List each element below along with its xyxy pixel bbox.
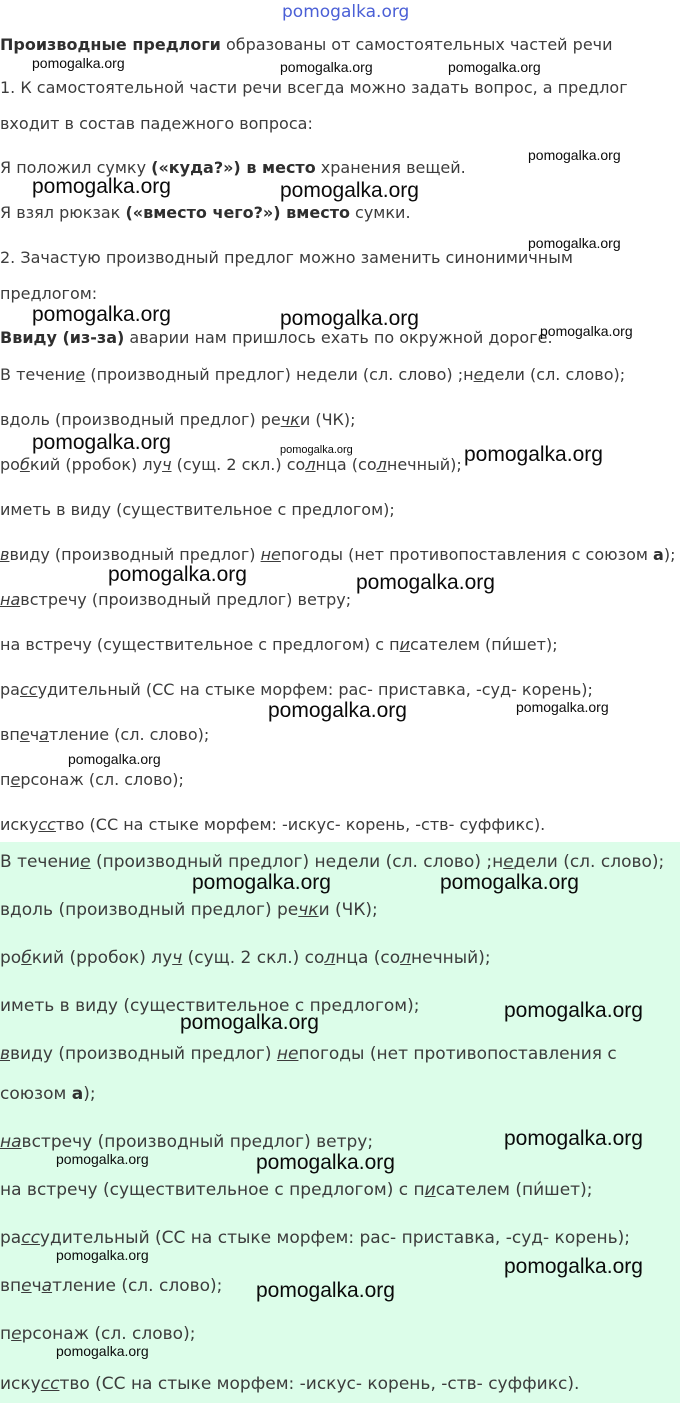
watermark: pomogalka.org [440, 871, 579, 894]
panel-row-2 [0, 900, 378, 920]
text: В течени [0, 852, 81, 872]
marked-letter: сс [19, 680, 38, 699]
text: нечный); [386, 455, 462, 474]
marked-letter: е [21, 1276, 32, 1296]
answer-panel [0, 842, 680, 1403]
answer-row-2 [0, 410, 356, 430]
watermark: pomogalka.org [32, 303, 171, 326]
text: ч [31, 1276, 42, 1296]
text: встречу (производный предлог) ветру; [21, 1132, 374, 1152]
text: вдоль (производный предлог) ре [0, 410, 281, 429]
watermark: pomogalka.org [32, 55, 125, 71]
text: вдоль (производный предлог) ре [0, 900, 299, 920]
marked-letter: сс [21, 1228, 40, 1248]
marked-letter: в [0, 545, 10, 564]
example-3-c: аварии нам пришлось ехать по окружной дороге. [124, 328, 553, 347]
panel-row-10 [0, 1324, 195, 1344]
panel-row-11 [0, 1374, 579, 1394]
marked-letter: на [0, 590, 21, 609]
marked-letter: и [424, 1180, 436, 1200]
panel-row-9 [0, 1276, 222, 1296]
watermark: pomogalka.org [280, 444, 353, 456]
watermark: pomogalka.org [504, 999, 643, 1022]
marked-letter: е [503, 852, 514, 872]
text: ); [83, 1084, 96, 1104]
watermark: pomogalka.org [56, 1343, 149, 1359]
watermark: pomogalka.org [32, 175, 171, 198]
text: виду (производный предлог) [9, 545, 261, 564]
text: кий (рробок) лу [29, 455, 163, 474]
example-2-b: («вместо чего?») вместо [125, 203, 350, 222]
text: погоды (нет противопоставления с [298, 1044, 617, 1064]
panel-row-7 [0, 1180, 592, 1200]
marked-letter: л [305, 455, 316, 474]
marked-letter: б [21, 948, 32, 968]
text: рсонаж (сл. слово); [20, 770, 184, 789]
marked-letter: не [276, 1044, 299, 1064]
watermark: pomogalka.org [256, 1151, 395, 1174]
watermark: pomogalka.org [504, 1127, 643, 1150]
watermark: pomogalka.org [280, 179, 419, 202]
marked-letter: е [80, 852, 91, 872]
marked-letter: на [0, 1132, 22, 1152]
marked-letter: е [11, 1324, 22, 1344]
text: погоды (нет противопоставления с союзом [280, 545, 654, 564]
text: п [0, 770, 11, 789]
watermark: pomogalka.org [280, 307, 419, 330]
rule-2-line-b: предлогом: [0, 284, 98, 303]
answer-row-3 [0, 455, 462, 475]
intro-line [0, 35, 613, 55]
example-3-b: Ввиду (из-за) [0, 328, 125, 347]
site-watermark-header: pomogalka.org [282, 2, 410, 22]
example-3 [0, 328, 553, 348]
panel-row-6 [0, 1132, 373, 1152]
text: удительный (СС на стыке морфем: рас- приставка, -суд- корень); [39, 1228, 630, 1248]
watermark: pomogalka.org [68, 751, 161, 767]
text: вп [0, 1276, 22, 1296]
watermark: pomogalka.org [192, 871, 331, 894]
watermark: pomogalka.org [56, 1151, 149, 1167]
text: нечный); [411, 948, 491, 968]
text: (производный предлог) недели (сл. слово) ;н [90, 852, 504, 872]
panel-row-3 [0, 948, 491, 968]
text: дели (сл. слово); [513, 852, 665, 872]
watermark: pomogalka.org [180, 1011, 319, 1034]
text: сателем (пи́шет); [435, 1180, 593, 1200]
text: (сущ. 2 скл.) со [182, 948, 325, 968]
text: (производный предлог) недели (сл. слово) ;н [85, 365, 474, 384]
watermark: pomogalka.org [504, 1255, 643, 1278]
marked-letter: б [19, 455, 30, 474]
text: сателем (пи́шет); [410, 635, 558, 654]
marked-letter: сс [38, 815, 56, 834]
marked-letter: не [260, 545, 281, 564]
marked-letter: и [399, 635, 411, 654]
text: кий (рробок) лу [31, 948, 173, 968]
text: нца (со [315, 455, 377, 474]
answer-row-1 [0, 365, 625, 385]
text: тление (сл. слово); [52, 1276, 223, 1296]
text: встречу (производный предлог) ветру; [20, 590, 352, 609]
answer-row-9 [0, 725, 209, 745]
watermark: pomogalka.org [448, 59, 541, 75]
marked-letter: л [400, 948, 412, 968]
text: виду (производный предлог) [10, 1044, 277, 1064]
answer-row-6 [0, 590, 351, 610]
text: ); [663, 545, 676, 564]
text: нца (со [335, 948, 401, 968]
example-2-c: сумки. [349, 203, 411, 222]
watermark: pomogalka.org [108, 563, 247, 586]
text: тление (сл. слово); [49, 725, 210, 744]
watermark: pomogalka.org [528, 235, 621, 251]
watermark: pomogalka.org [56, 1247, 149, 1263]
text: на встречу (существительное с предлогом) с п [0, 635, 400, 654]
example-1-b: («куда?») в место [151, 158, 316, 177]
marked-letter: е [19, 725, 30, 744]
example-1-a: Я положил сумку [0, 158, 152, 177]
rule-1-line-b: входит в состав падежного вопроса: [0, 114, 313, 133]
text: дели (сл. слово); [483, 365, 626, 384]
marked-letter: чк [298, 900, 319, 920]
marked-letter: е [10, 770, 21, 789]
text: вп [0, 725, 20, 744]
panel-row-1 [0, 852, 664, 872]
example-2 [0, 203, 411, 223]
text: на встречу (существительное с предлогом) с п [0, 1180, 425, 1200]
example-1-c: хранения вещей. [315, 158, 466, 177]
watermark: pomogalka.org [464, 443, 603, 466]
marked-letter: е [473, 365, 484, 384]
text: иску [0, 815, 39, 834]
marked-letter: а [39, 725, 49, 744]
marked-letter: чк [280, 410, 300, 429]
watermark: pomogalka.org [356, 571, 495, 594]
marked-letter: ч [172, 948, 183, 968]
panel-row-5a [0, 1044, 617, 1064]
watermark: pomogalka.org [528, 147, 621, 163]
bold-letter: а [71, 1084, 84, 1104]
marked-letter: л [376, 455, 387, 474]
text: ро [0, 455, 20, 474]
marked-letter: в [0, 1044, 11, 1064]
text: ро [0, 948, 22, 968]
watermark: pomogalka.org [268, 699, 407, 722]
rule-2-line-a: 2. Зачастую производный предлог можно заменить синонимичным [0, 248, 573, 267]
text: союзом [0, 1084, 72, 1104]
marked-letter: сс [40, 1374, 60, 1394]
text: В течени [0, 365, 76, 384]
text: п [0, 1324, 12, 1344]
bold-letter: а [653, 545, 664, 564]
watermark: pomogalka.org [32, 431, 171, 454]
marked-letter: е [75, 365, 86, 384]
text: рсонаж (сл. слово); [21, 1324, 196, 1344]
text: (сущ. 2 скл.) со [171, 455, 306, 474]
text: и (ЧК); [299, 410, 356, 429]
text: ч [29, 725, 40, 744]
answer-row-5 [0, 545, 675, 565]
answer-row-10 [0, 770, 184, 790]
answer-row-8 [0, 680, 593, 700]
watermark: pomogalka.org [280, 59, 373, 75]
text: ра [0, 680, 20, 699]
text: тво (СС на стыке морфем: -искус- корень, -ств- суффикс). [55, 815, 546, 834]
intro-bold: Производные предлоги [0, 35, 221, 54]
answer-row-7 [0, 635, 558, 655]
text: иску [0, 1374, 41, 1394]
marked-letter: л [324, 948, 336, 968]
text: и (ЧК); [318, 900, 378, 920]
watermark: pomogalka.org [540, 323, 633, 339]
intro-rest: образованы от самостоятельных частей речи [220, 35, 613, 54]
answer-row-4: иметь в виду (существительное с предлогом); [0, 500, 395, 519]
panel-row-5b [0, 1084, 96, 1104]
example-2-a: Я взял рюкзак [0, 203, 126, 222]
panel-row-8 [0, 1228, 630, 1248]
rule-1-line-a: 1. К самостоятельной части речи всегда можно задать вопрос, а предлог [0, 78, 628, 97]
text: ра [0, 1228, 22, 1248]
text: удительный (СС на стыке морфем: рас- приставка, -суд- корень); [37, 680, 593, 699]
answer-row-11 [0, 815, 545, 835]
panel-row-4: иметь в виду (существительное с предлогом); [0, 996, 420, 1016]
marked-letter: а [41, 1276, 53, 1296]
watermark: pomogalka.org [256, 1279, 395, 1302]
watermark: pomogalka.org [516, 699, 609, 715]
marked-letter: ч [162, 455, 172, 474]
text: тво (СС на стыке морфем: -искус- корень, -ств- суффикс). [59, 1374, 580, 1394]
